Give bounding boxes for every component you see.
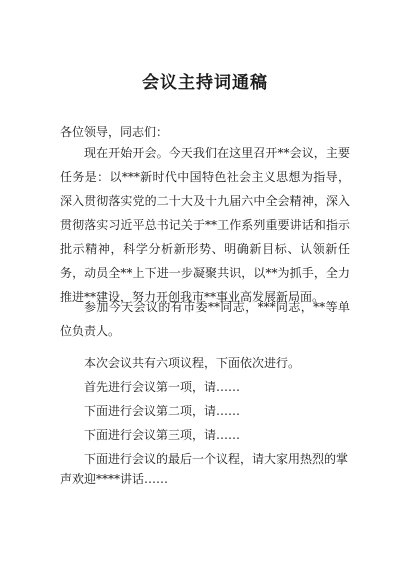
agenda-item-final: 下面进行会议的最后一个议程，请大家用热烈的掌声欢迎****讲话…… (60, 452, 349, 486)
agenda-item-2: 下面进行会议第二项，请…… (84, 404, 241, 418)
agenda-item-1: 首先进行会议第一项，请…… (84, 380, 241, 394)
agenda-intro: 本次会议共有六项议程，下面依次进行。 (84, 356, 301, 370)
salutation: 各位领导，同志们： (60, 125, 169, 139)
paragraph-attendees: 参加今天会议的有市委**同志，***同志，**等单位负责人。 (60, 300, 350, 338)
document-title: 会议主持词通稿 (142, 73, 268, 93)
paragraph-opening: 现在开始开会。今天我们在这里召开**会议，主要任务是：以***新时代中国特色社会主义思想为指导，深入贯彻落实党的二十大及十九届六中全会精神，深入贯彻落实习近平总书记关于**工作系列重要讲话和指示批示精神，科学分析新形势、明确新目标、认领新任务，动员全**上下进一步凝聚共识，以**为抓手，全力推进**建设，努力开创我市**事业高发展新局面。 (60, 146, 350, 304)
agenda-item-3: 下面进行会议第三项，请…… (84, 428, 241, 442)
